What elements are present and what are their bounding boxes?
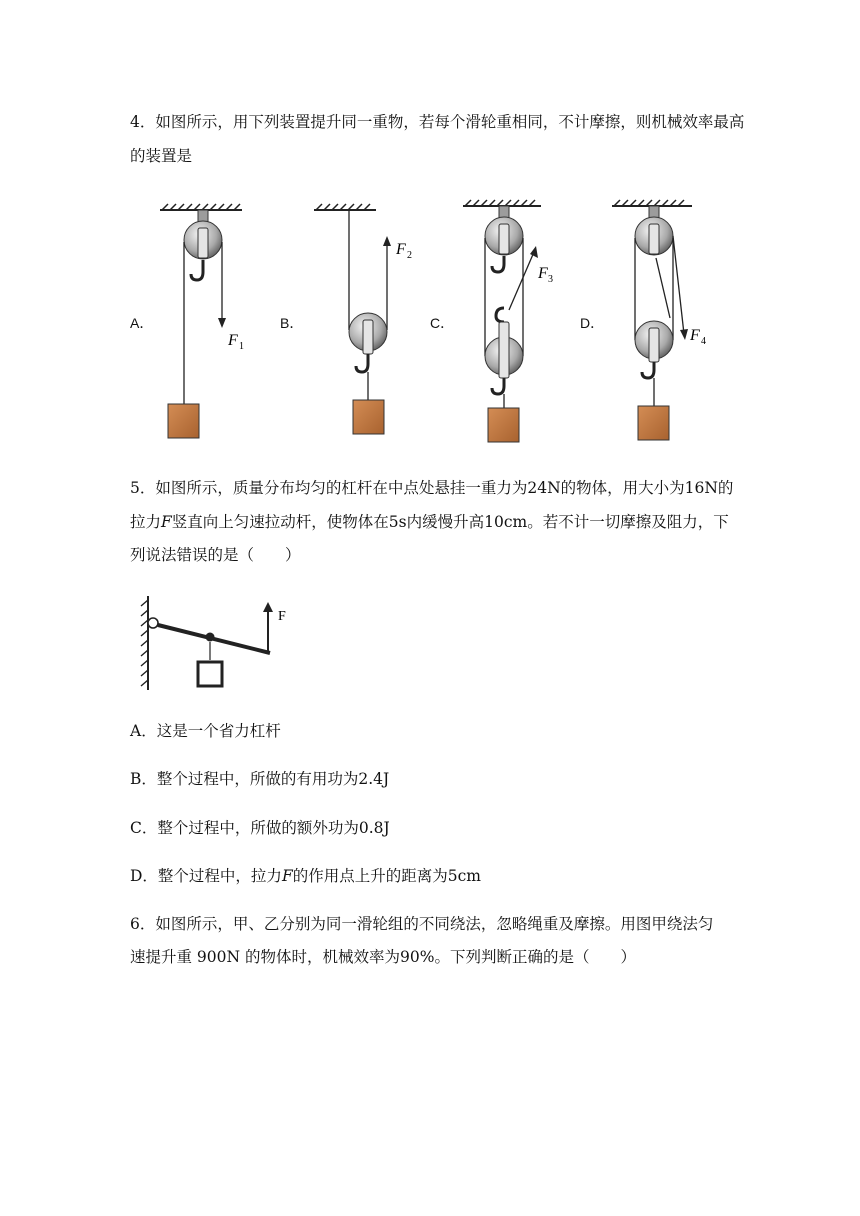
force-label-f2: F (396, 241, 406, 258)
force-subscript-2: 2 (407, 250, 412, 261)
q4-stem-line1: 4．如图所示，用下列装置提升同一重物，若每个滑轮重相同，不计摩擦，则机械效率最高 (130, 113, 745, 131)
q4-option-a-label: A． (130, 315, 154, 331)
q4-option-d-label: D． (580, 315, 605, 331)
q5-option-d: D．整个过程中，拉力F的作用点上升的距离为5cm (130, 867, 481, 885)
q6-stem-line1: 6．如图所示，甲、乙分别为同一滑轮组的不同绕法，忽略绳重及摩擦。用图甲绕法匀 (130, 915, 714, 933)
q4-option-b-label: B． (280, 315, 304, 331)
pulley-figure-a (160, 204, 244, 438)
force-subscript-4: 4 (701, 336, 706, 347)
q4-pulley-figures (0, 190, 860, 450)
q5-stem-line1: 5．如图所示，质量分布均匀的杠杆在中点处悬挂一重力为24N的物体，用大小为16N的 (130, 479, 734, 497)
pulley-figure-d (612, 200, 706, 440)
force-subscript-1: 1 (239, 341, 244, 352)
pulley-figure-b (314, 204, 412, 434)
force-label-f1: F (228, 332, 238, 349)
force-subscript-3: 3 (548, 274, 553, 285)
q5-stem-line2: 拉力F竖直向上匀速拉动杆，使物体在5s内缓慢升高10cm。若不计一切摩擦及阻力，下 (130, 513, 729, 531)
q5-lever-figure (130, 590, 300, 700)
q5-option-c: C．整个过程中，所做的额外功为0.8J (130, 819, 390, 837)
force-label-f4: F (690, 327, 700, 344)
q5-option-a: A．这是一个省力杠杆 (130, 722, 281, 740)
pulley-figure-c (463, 200, 553, 442)
q6-stem-line2: 速提升重 900N 的物体时，机械效率为90%。下列判断正确的是（ ） (130, 948, 636, 966)
q4-stem-line2: 的装置是 (130, 147, 193, 165)
q5-option-b: B．整个过程中，所做的有用功为2.4J (130, 770, 390, 788)
q4-option-c-label: C． (430, 315, 455, 331)
lever-force-label: F (278, 609, 286, 624)
q5-stem-line3: 列说法错误的是（ ） (130, 546, 301, 564)
force-label-f3: F (538, 265, 548, 282)
